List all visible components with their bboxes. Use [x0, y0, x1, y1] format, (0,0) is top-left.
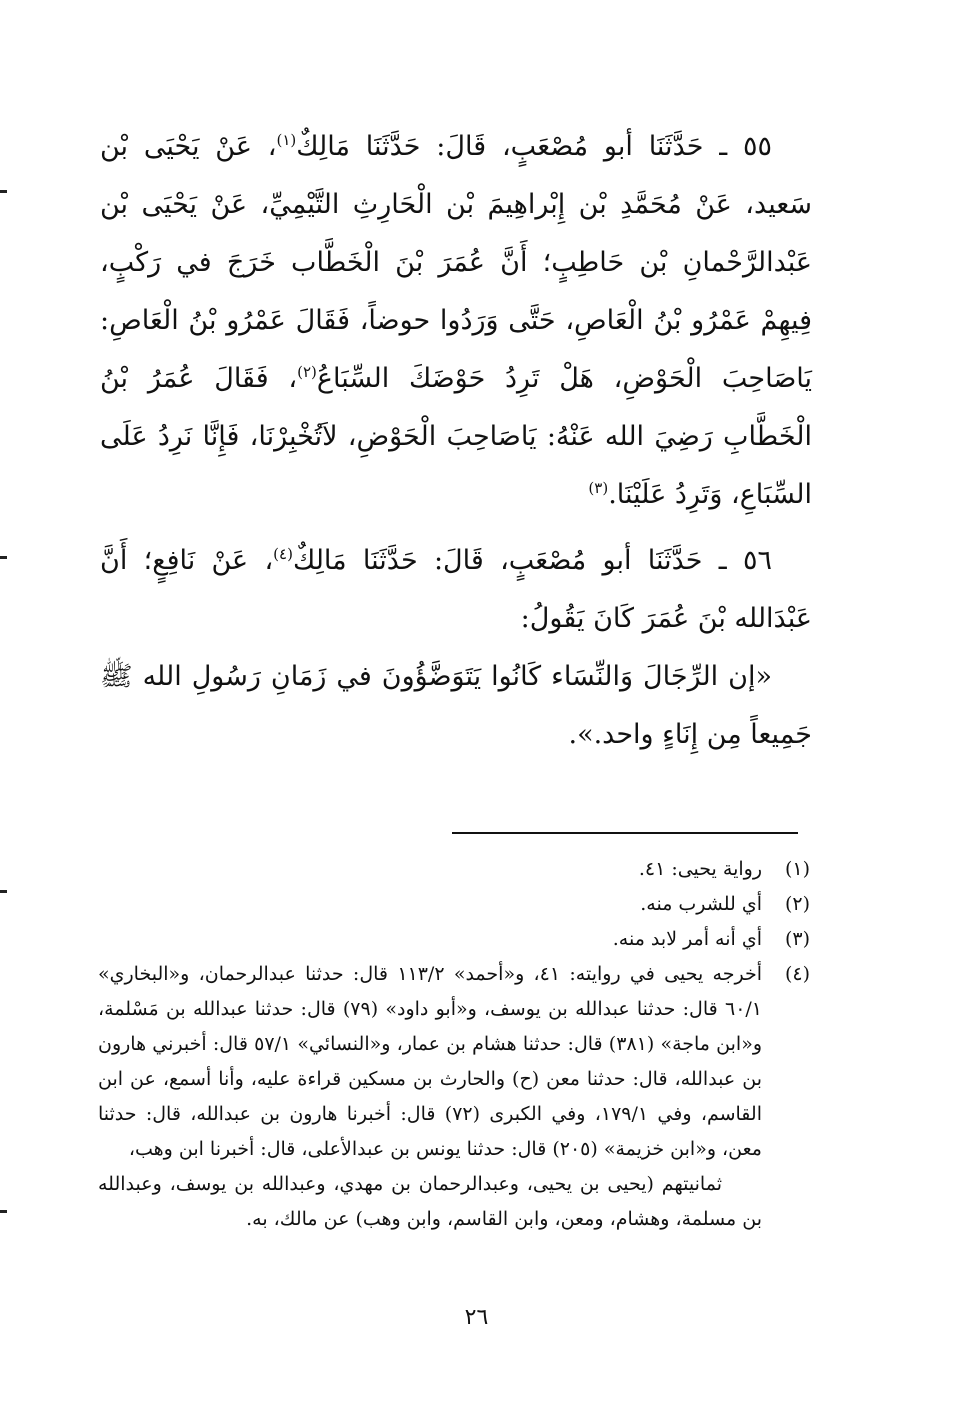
footnote-text: رواية يحيى: ٤١. — [638, 858, 762, 880]
footnote-ref-1: (١) — [276, 131, 297, 149]
hadith-55 — [100, 118, 812, 524]
footnote-1 — [98, 852, 810, 887]
hadith-56-line-1-start: ٥٦ ـ حَدَّثَنَا أبو مُصْعَبٍ، قَالَ: حَدَّثَنَا مَالِكٌ — [292, 545, 772, 576]
footnote-ref-2: (٢) — [297, 363, 317, 381]
footnote-ref-4: (٤) — [273, 545, 293, 563]
margin-mark — [0, 890, 7, 893]
page-number: ٢٦ — [464, 1305, 489, 1330]
margin-mark — [0, 190, 7, 193]
hadith-55-line-1-end: ، عَنْ يَحْيَى بْن سَعيد، عَنْ مُحَمَّدِ بْن إِبْراهِيمَ بْن الْحَارِثِ التَّيْمِيِّ، عَنْ يَحْيَى بْن عَبْدالرَّحْمانِ بْن حَاطِبٍ؛ أَنَّ عُمَرَ بْنَ الْخَطَّاب خَرَجَ في رَكْبٍ، فِيهِمْ عَمْرُو بْنُ الْعَاصِ، حَتَّى وَرَدُوا حوضاً، فَقَالَ عَمْرُو بْنُ الْعَاصِ: يَاصَاحِبَ الْحَوْضِ، هَلْ تَرِدُ حَوْضَكَ السِّبَاعُ — [100, 131, 813, 394]
footnote-4 — [98, 957, 810, 1167]
footnote-2 — [98, 887, 810, 922]
footnote-text: أي أنه أمر لابد منه. — [612, 928, 762, 950]
footnote-number: (٢) — [784, 893, 810, 915]
hadith-56-line-1-end: ، عَنْ نَافِعٍ؛ أَنَّ عَبْدَالله بْنَ عُمَرَ كَانَ يَقُولُ: — [100, 545, 812, 634]
footnote-divider — [452, 832, 798, 834]
footnote-3 — [98, 922, 810, 957]
footnote-4-continuation: ثمانيتهم (يحيى بن يحيى، وعبدالرحمان بن مهدي، وعبدالله بن يوسف، وعبدالله بن مسلمة، وهشام، ومعن، وابن القاسم، وابن وهب) عن مالك، به. — [98, 1173, 762, 1230]
margin-mark — [0, 1210, 7, 1213]
hadith-56 — [100, 532, 812, 648]
footnote-number: (١) — [784, 858, 810, 880]
main-text — [100, 118, 812, 764]
hadith-55-line-1-start: ٥٥ ـ حَدَّثَنَا أبو مُصْعَبٍ، قَالَ: حَدَّثَنَا مَالِكٌ — [296, 131, 772, 162]
footnote-text: أي للشرب منه. — [640, 893, 762, 915]
footnotes — [98, 852, 810, 1237]
hadith-56-quote: «إن الرِّجَالَ وَالنِّسَاء كَانُوا يَتَوَضَّؤُونَ في زَمَانِ رَسُولِ الله ﷺ جَمِيعاً مِن إِنَاءٍ واحد.». — [100, 661, 812, 750]
footnote-number: (٣) — [784, 928, 810, 950]
margin-mark — [0, 556, 7, 559]
footnote-number: (٤) — [784, 963, 810, 985]
footnote-ref-3: (٣) — [588, 479, 609, 497]
footnote-text: أخرجه يحيى في روايته: ٤١، و«أحمد» ١١٣/٢ قال: حدثنا عبدالرحمان، و«البخاري» ٦٠/١ قال: حدثنا عبدالله بن يوسف، و«أبو داود» (٧٩) قال: حدثنا عبدالله بن مَسْلمة، و«ابن ماجة» (٣٨١) قال: حدثنا هشام بن عمار، و«النسائي» ٥٧/١ قال: أخبرني هارون بن عبدالله، قال: حدثنا معن (ح) والحارث بن مسكين قراءة عليه، وأنا أسمع، عن ابن القاسم، وفي ١٧٩/١، وفي الكبرى (٧٢) قال: أخبرنا هارون بن عبدالله، قال: حدثنا معن، و«ابن خزيمة» (٢٠٥) قال: حدثنا يونس بن عبدالأعلى، قال: أخبرنا ابن وهب، — [98, 963, 763, 1160]
hadith-55-line-2: ، فَقَالَ عُمَرُ بْنُ الْخَطَّابِ رَضِيَ الله عَنْهُ: يَاصَاحِبَ الْحَوْضِ، لاَتُخْبِرْنَا، فَإِنَّا نَرِدُ عَلَى السِّبَاعِ، وَتَرِدُ عَلَيْنَا. — [100, 363, 812, 510]
